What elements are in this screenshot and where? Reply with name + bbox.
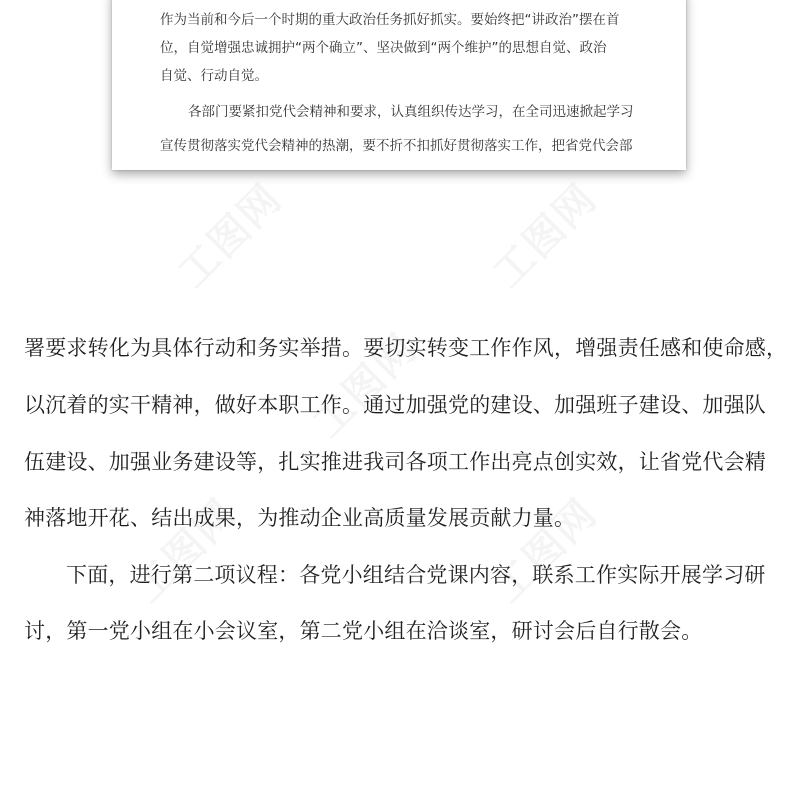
body-text-line: 以沉着的实干精神，做好本职工作。通过加强党的建设、加强班子建设、加强队 (24, 393, 766, 417)
body-text-line: 神落地开花、结出成果，为推动企业高质量发展贡献力量。 (24, 506, 576, 530)
card-text-line: 自觉、行动自觉。 (160, 68, 268, 84)
watermark (163, 169, 292, 298)
body-text-line: 讨，第一党小组在小会议室，第二党小组在洽谈室，研讨会后自行散会。 (24, 619, 703, 643)
watermark (478, 169, 607, 298)
card-text-line: 各部门要紧扣党代会精神和要求，认真组织传达学习，在全司迅速掀起学习 (188, 104, 634, 120)
card-text-line: 作为当前和今后一个时期的重大政治任务抓好抓实。要始终把“讲政治”摆在首 (160, 12, 620, 28)
body-text-line: 下面，进行第二项议程：各党小组结合党课内容，联系工作实际开展学习研 (66, 563, 766, 587)
body-text-line: 伍建设、加强业务建设等，扎实推进我司各项工作出亮点创实效，让省党代会精 (24, 450, 766, 474)
body-text-line: 署要求转化为具体行动和务实举措。要切实转变工作作风，增强责任感和使命感， (24, 336, 788, 360)
card-text-line: 位，自觉增强忠诚拥护“两个确立”、坚决做到“两个维护”的思想自觉、政治 (160, 40, 607, 56)
document-page-card (112, 0, 686, 170)
card-text-line: 宣传贯彻落实党代会精神的热潮，要不折不扣抓好贯彻落实工作，把省党代会部 (160, 138, 633, 154)
